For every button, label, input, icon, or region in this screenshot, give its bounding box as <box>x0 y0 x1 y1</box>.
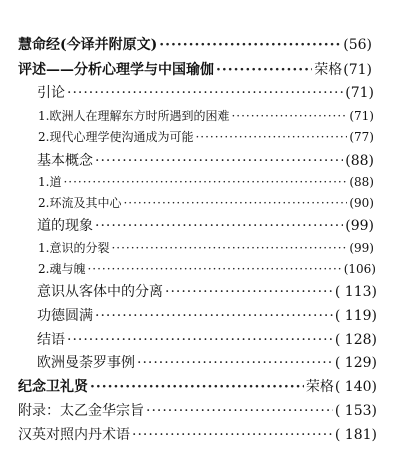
toc-entry-page: (99) <box>345 218 374 234</box>
dot-leader <box>95 309 333 323</box>
toc-entry-page: ( 128) <box>334 332 377 348</box>
toc-entry-title: 欧洲曼荼罗事例 <box>37 355 135 371</box>
toc-entry <box>37 285 377 299</box>
toc-entry-page: (99) <box>349 241 374 255</box>
dot-leader <box>90 380 304 394</box>
toc-entry-page: ( 113) <box>334 284 377 300</box>
dot-leader <box>195 131 347 143</box>
toc-entry-title: 意识从客体中的分离 <box>37 284 163 300</box>
toc-entry <box>38 263 376 275</box>
toc-entry-title: 1.欧洲人在理解东方时所遇到的困难 <box>38 109 230 123</box>
toc-entry <box>38 176 374 188</box>
toc-entry <box>38 197 374 209</box>
toc-entry <box>18 428 377 442</box>
toc-entry <box>38 242 374 254</box>
toc-entry-title: 功德圆满 <box>37 308 93 324</box>
toc-entry-page: (71) <box>343 62 372 78</box>
dot-leader <box>132 428 333 442</box>
toc-entry-title: 附录：太乙金华宗旨 <box>18 403 144 419</box>
toc-entry-title: 1.意识的分裂 <box>38 241 110 255</box>
dot-leader <box>146 404 333 418</box>
dot-leader <box>137 356 333 370</box>
toc-entry-title: 基本概念 <box>37 153 93 169</box>
toc-entry-page: (90) <box>349 196 374 210</box>
toc-entry <box>18 63 372 77</box>
toc-entry-title: 结语 <box>37 332 65 348</box>
toc-entry-title: 汉英对照内丹术语 <box>18 427 130 443</box>
toc-entry <box>37 154 374 168</box>
toc-entry-page: (106) <box>343 262 376 276</box>
toc-entry-page: (71) <box>345 85 374 101</box>
toc-entry-page: (77) <box>349 130 374 144</box>
toc-entry-page: (88) <box>345 153 374 169</box>
dot-leader <box>67 86 343 100</box>
toc-entry-page: ( 129) <box>334 355 377 371</box>
dot-leader <box>159 38 341 52</box>
toc-entry-author: 荣格 <box>314 62 343 78</box>
toc-entry <box>18 380 377 394</box>
toc-entry <box>38 110 374 122</box>
toc-entry <box>37 219 374 233</box>
toc-entry-page: ( 153) <box>334 403 377 419</box>
toc-entry-title: 引论 <box>37 85 65 101</box>
dot-leader <box>216 63 312 77</box>
toc-entry-author: 荣格 <box>305 379 334 395</box>
dot-leader <box>63 176 347 188</box>
toc-entry-title: 1.道 <box>38 175 62 189</box>
dot-leader <box>87 263 341 275</box>
toc-entry-title: 评述——分析心理学与中国瑜伽 <box>18 62 214 78</box>
toc-entry <box>37 333 377 347</box>
dot-leader <box>111 242 347 254</box>
toc-entry-title: 2.魂与魄 <box>38 262 86 276</box>
toc-entry-page: (71) <box>349 109 374 123</box>
dot-leader <box>95 154 343 168</box>
dot-leader <box>123 197 347 209</box>
dot-leader <box>67 333 333 347</box>
dot-leader <box>231 110 347 122</box>
toc-entry <box>38 131 374 143</box>
toc-entry-page: ( 181) <box>334 427 377 443</box>
toc-entry <box>18 404 377 418</box>
dot-leader <box>165 285 333 299</box>
toc-entry-title: 2.环流及其中心 <box>38 196 122 210</box>
toc-entry <box>37 356 377 370</box>
toc-entry-title: 道的现象 <box>37 218 93 234</box>
toc-entry <box>37 309 377 323</box>
toc-entry-page: (56) <box>343 37 372 53</box>
toc-entry-title: 慧命经(今译并附原文) <box>18 37 158 53</box>
toc-entry-title: 纪念卫礼贤 <box>18 379 88 395</box>
dot-leader <box>95 219 343 233</box>
toc-entry-title: 2.现代心理学使沟通成为可能 <box>38 130 194 144</box>
toc-entry <box>37 86 374 100</box>
toc-entry-page: ( 140) <box>334 379 377 395</box>
toc-entry-page: (88) <box>349 175 374 189</box>
toc-entry <box>18 38 372 52</box>
toc-entry-page: ( 119) <box>334 308 377 324</box>
